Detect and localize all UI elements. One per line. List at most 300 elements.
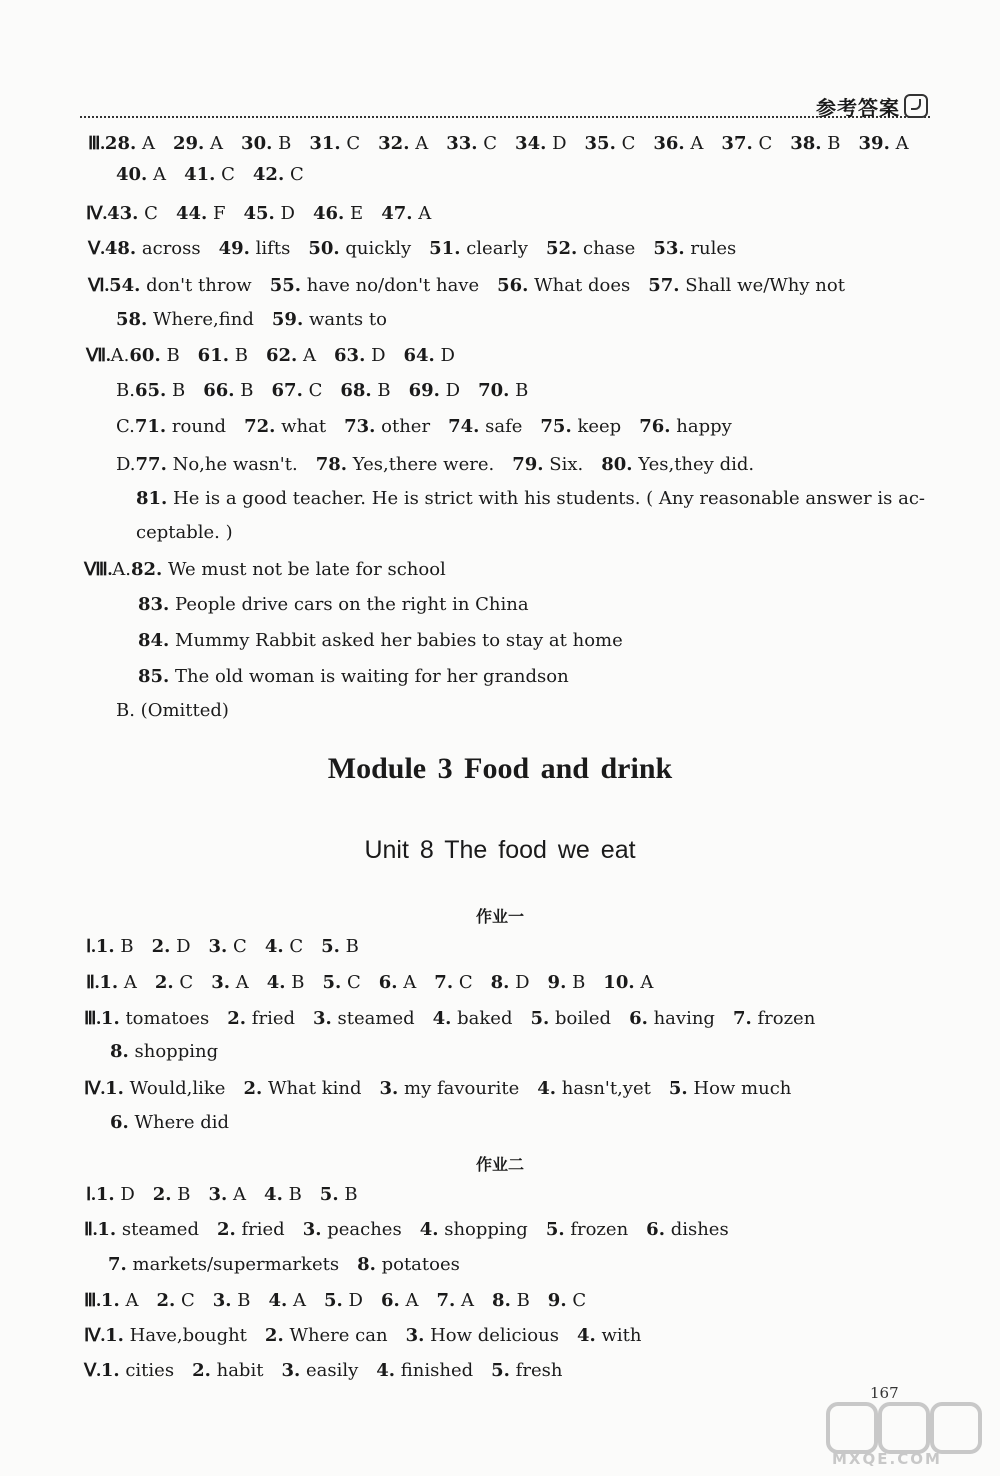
answer-item [101,1292,139,1310]
answer-item [138,668,569,686]
answer-text: tomatoes [119,1008,210,1029]
question-number: 4. [576,1325,596,1346]
watermark-text: MXQE.COM [832,1450,942,1468]
question-number: 8. [110,1041,129,1062]
answer-text: baked [451,1008,513,1029]
answer-item [376,1362,473,1380]
homework-heading: 作业二 [475,1155,524,1174]
section-roman: Ⅶ. [86,345,111,365]
answer-item [129,347,179,365]
answer-text: D [342,1290,363,1311]
question-number: 66. [203,380,235,401]
answer-item [192,1362,263,1380]
answer-line [116,456,754,474]
answer-item [429,240,528,258]
answer-item [512,456,583,474]
section-roman: Ⅷ. [84,559,113,579]
answer-text: A [634,972,654,993]
question-number: 4. [419,1219,439,1240]
answer-item [585,135,636,153]
answer-text: B [338,1184,358,1205]
answer-item [381,205,431,223]
answer-item [316,456,494,474]
section-roman: Ⅳ. [86,203,108,223]
answer-item [308,240,411,258]
answer-item [173,135,223,153]
question-number: 9. [547,1290,567,1311]
answer-item [320,1186,358,1204]
answer-item [313,205,363,223]
answer-text: my favourite [398,1078,520,1099]
answer-text: B [566,972,586,993]
question-number: 3. [208,1184,228,1205]
question-number: 5. [319,1184,339,1205]
answer-text: shopping [438,1219,528,1240]
question-number: 50. [308,238,340,259]
answer-item [340,382,390,400]
answer-item [97,1221,199,1239]
answer-text: B [821,133,841,154]
question-number: 5. [321,936,340,957]
answer-text: habit [210,1360,264,1381]
answer-text: D [170,936,191,957]
answer-text: across [136,238,201,259]
answer-text: A [409,133,429,154]
answer-line [86,1185,358,1204]
answer-line [84,560,446,579]
answer-item [244,418,326,436]
homework-heading: 作业一 [475,907,524,926]
question-number: 3. [212,1290,232,1311]
question-number: 32. [378,133,410,154]
watermark-logo [826,1402,986,1470]
question-number: 5. [322,972,342,993]
answer-text: He is a good teacher. He is strict with his students. ( Any reasonable answer is ac- [167,488,925,509]
answer-text: Would,like [123,1078,226,1099]
answer-text: clearly [460,238,528,259]
answer-text: ceptable. ) [136,522,233,543]
page-number: 167 [870,1384,899,1402]
answer-text: A [227,1184,247,1205]
answer-item [478,382,528,400]
question-number: 3. [302,1219,322,1240]
question-number: 59. [271,309,304,330]
question-number: 69. [408,380,440,401]
answer-item [253,166,304,184]
answer-item [105,240,201,258]
answer-text: quickly [339,238,412,259]
answer-text: steamed [331,1008,415,1029]
answer-item [101,1010,209,1028]
section-roman: Ⅲ. [84,1008,101,1028]
question-number: 76. [639,416,671,437]
answer-item [108,1256,339,1274]
answer-line [84,1361,562,1380]
answer-item [446,135,497,153]
question-number: 63. [334,345,366,366]
answer-text: A [229,972,249,993]
answer-text: What kind [262,1078,362,1099]
question-number: 65. [134,380,167,401]
answer-item [138,632,623,650]
answer-text: D [274,203,295,224]
part-letter: B. [116,380,135,401]
answer-item [344,418,430,436]
answer-item [603,974,653,992]
question-number: 64. [403,345,435,366]
answer-item [639,418,732,436]
question-number: 41. [184,164,216,185]
question-number: 30. [241,133,273,154]
answer-item [272,382,323,400]
question-number: 2. [192,1360,211,1381]
answer-line [138,596,529,614]
answer-text: A [204,133,224,154]
answer-item [209,1186,247,1204]
answer-item [105,135,155,153]
answer-item [437,1292,475,1310]
answer-line [116,311,387,329]
answer-item [548,974,586,992]
answer-item [540,418,621,436]
answer-item [153,1186,191,1204]
question-number: 3. [379,1078,399,1099]
answer-item [135,382,185,400]
answer-item [96,1186,135,1204]
answer-item [265,938,303,956]
answer-text: chase [577,238,636,259]
answer-item [309,135,360,153]
answer-line [86,204,431,223]
answer-item [184,166,235,184]
answer-item [156,1292,194,1310]
answer-item [379,974,417,992]
question-number: 4. [264,936,284,957]
answer-item [272,311,387,329]
answer-item [448,418,522,436]
answer-text: C [615,133,636,154]
answer-line [88,276,845,295]
question-number: 49. [218,238,250,259]
question-number: 29. [172,133,205,154]
question-number: 3. [208,936,228,957]
answer-item [265,1327,388,1345]
question-number: 2. [152,1184,172,1205]
page-curl-icon [904,94,928,118]
question-number: 57. [648,275,680,296]
question-number: 6. [380,1290,400,1311]
question-number: 51. [429,238,461,259]
answer-text: easily [300,1360,359,1381]
answer-item [219,240,291,258]
question-number: 6. [378,972,398,993]
part-letter: D. [116,454,136,475]
question-number: 71. [134,416,167,437]
answer-text: B [371,380,391,401]
question-number: 31. [309,133,341,154]
answer-text: happy [670,416,732,437]
answer-text: D [434,345,455,366]
answer-text: Yes,there were. [347,454,495,475]
answer-text: potatoes [375,1254,460,1275]
answer-line [86,973,653,992]
question-number: 1. [100,1008,120,1029]
answer-text: No,he wasn't. [166,454,298,475]
question-number: 84. [138,630,170,651]
question-number: 80. [601,454,633,475]
answer-text: C [283,936,304,957]
answer-text: A [889,133,909,154]
question-number: 2. [151,936,171,957]
question-number: 7. [108,1254,127,1275]
answer-text: C [453,972,473,993]
question-number: 43. [107,203,139,224]
part-letter: A. [112,559,131,580]
question-number: 9. [547,972,567,993]
answer-text: C [566,1290,587,1311]
question-number: 7. [434,972,454,993]
answer-text: steamed [116,1219,199,1240]
section-roman: Ⅲ. [84,1290,101,1310]
question-number: 45. [243,203,275,224]
answer-text: A [147,164,167,185]
question-number: 5. [324,1290,343,1311]
module-title: Module 3 Food and drink [327,752,673,785]
answer-line [116,382,528,400]
part-letter: C. [116,416,135,437]
section-roman: Ⅲ. [88,133,105,153]
answer-text: C [175,1290,195,1311]
answer-item [313,1010,415,1028]
answer-item [497,277,630,295]
answer-item [105,1080,225,1098]
answer-item [491,974,530,992]
answer-text: A [136,133,155,154]
question-number: 1. [97,1219,117,1240]
question-number: 47. [381,203,413,224]
question-number: 85. [138,666,170,687]
question-number: 40. [116,164,148,185]
answer-line [136,524,233,542]
question-number: 79. [512,454,544,475]
question-number: 8. [357,1254,376,1275]
question-number: 1. [100,1290,120,1311]
question-number: 77. [135,454,167,475]
answer-line [84,1009,815,1028]
answer-text: What does [528,275,631,296]
question-number: 2. [154,972,174,993]
watermark-box-icon [878,1402,930,1454]
answer-item [721,135,772,153]
answer-text: what [275,416,327,437]
answer-text: Have,bought [123,1325,247,1346]
question-number: 2. [227,1008,247,1029]
question-number: 3. [281,1360,301,1381]
answer-text: Shall we/Why not [679,275,845,296]
question-number: 44. [175,203,208,224]
question-number: 73. [344,416,376,437]
question-number: 58. [116,309,148,330]
question-number: 42. [252,164,285,185]
section-roman: Ⅱ. [86,972,100,992]
question-number: 4. [266,972,286,993]
answer-item [322,974,360,992]
answer-line [84,1326,641,1345]
question-number: 2. [264,1325,284,1346]
answer-line [84,1220,729,1239]
answer-item [420,1221,528,1239]
section-roman: Ⅱ. [84,1219,98,1239]
answer-line [138,632,623,650]
answer-item [492,1292,530,1310]
answer-item [491,1362,562,1380]
answer-item [530,1010,611,1028]
answer-item [548,1292,586,1310]
answer-text: with [595,1325,642,1346]
answer-text: B [171,1184,191,1205]
answer-text: frozen [751,1008,816,1029]
question-number: 70. [478,380,510,401]
question-number: 83. [138,594,170,615]
question-number: 78. [315,454,348,475]
question-number: 3. [405,1325,425,1346]
answer-item [281,1362,358,1380]
answer-text: How much [687,1078,792,1099]
section-roman: Ⅴ. [88,238,105,258]
answer-text: C [138,203,158,224]
answer-text: C [284,164,304,185]
answer-text: B [282,1184,302,1205]
answer-text: shopping [128,1041,219,1062]
answer-text: cities [119,1360,175,1381]
answer-item [380,1080,520,1098]
answer-text: C [340,133,361,154]
answer-text: B [272,133,292,154]
answer-item [136,490,925,508]
answer-line [116,166,304,184]
answer-item [303,1221,402,1239]
answer-text: C [341,972,361,993]
answer-item [546,1221,628,1239]
answer-line [88,239,736,258]
answer-item [116,311,254,329]
question-number: 7. [436,1290,456,1311]
answer-text: C [215,164,235,185]
answer-item [136,456,298,474]
answer-item [241,135,291,153]
answer-text: A [399,1290,419,1311]
answer-text: Where can [283,1325,388,1346]
answer-text: fried [246,1008,295,1029]
question-number: 74. [448,416,480,437]
answer-text: dishes [664,1219,729,1240]
answer-text: B [160,345,180,366]
question-number: 61. [197,345,229,366]
answer-text: Yes,they did. [632,454,755,475]
answer-line [84,1079,791,1098]
question-number: 37. [721,133,753,154]
answer-text: fried [235,1219,285,1240]
question-number: 2. [156,1290,176,1311]
answer-line [110,1043,218,1061]
answer-text: C [227,936,247,957]
answer-item [270,277,479,295]
question-number: 67. [271,380,303,401]
question-number: 1. [105,1078,124,1099]
answer-text: C [173,972,194,993]
answer-line [86,937,359,956]
answer-item [107,205,158,223]
answer-text: fresh [509,1360,563,1381]
answer-item [790,135,840,153]
answer-item [433,1010,513,1028]
question-number: 6. [110,1112,129,1133]
question-number: 5. [491,1360,510,1381]
answer-item [101,1362,174,1380]
answer-item [669,1080,792,1098]
question-number: 1. [100,1360,120,1381]
answer-item [227,1010,295,1028]
question-number: 55. [269,275,302,296]
answer-item [404,347,455,365]
answer-item [577,1327,642,1345]
answer-item [409,382,460,400]
answer-item [198,347,248,365]
answer-line [136,490,925,508]
answer-text: boiled [549,1008,612,1029]
question-number: 4. [376,1360,396,1381]
question-number: 54. [109,275,141,296]
answer-text: A [287,1290,307,1311]
question-number: 53. [653,238,685,259]
answer-line [116,418,732,436]
answer-text: F [207,203,226,224]
answer-line [116,702,229,720]
answer-text: having [647,1008,715,1029]
answer-text: have no/don't have [301,275,480,296]
answer-item [859,135,909,153]
answer-item [266,347,316,365]
answer-text: Mummy Rabbit asked her babies to stay at home [169,630,623,651]
answer-text: A [684,133,704,154]
answer-item [155,974,193,992]
section-roman: Ⅰ. [86,1184,96,1204]
answer-item [357,1256,460,1274]
answer-item [406,1327,559,1345]
answer-item [211,974,249,992]
question-number: 8. [492,1290,511,1311]
answer-text: B. (Omitted) [116,700,229,721]
answer-text: frozen [564,1219,629,1240]
question-number: 5. [530,1008,550,1029]
question-number: 5. [668,1078,688,1099]
answer-text: B [510,1290,530,1311]
answer-text: People drive cars on the right in China [169,594,529,615]
question-number: 7. [732,1008,752,1029]
question-number: 4. [537,1078,557,1099]
answer-text: A [118,972,137,993]
answer-text: B [114,936,134,957]
answer-text: safe [479,416,523,437]
question-number: 1. [99,972,119,993]
question-number: 56. [497,275,529,296]
question-number: 6. [629,1008,648,1029]
answer-item [135,418,226,436]
question-number: 1. [105,1325,124,1346]
answer-text: Where,find [147,309,254,330]
answer-text: D [509,972,530,993]
answer-text: lifts [249,238,291,259]
